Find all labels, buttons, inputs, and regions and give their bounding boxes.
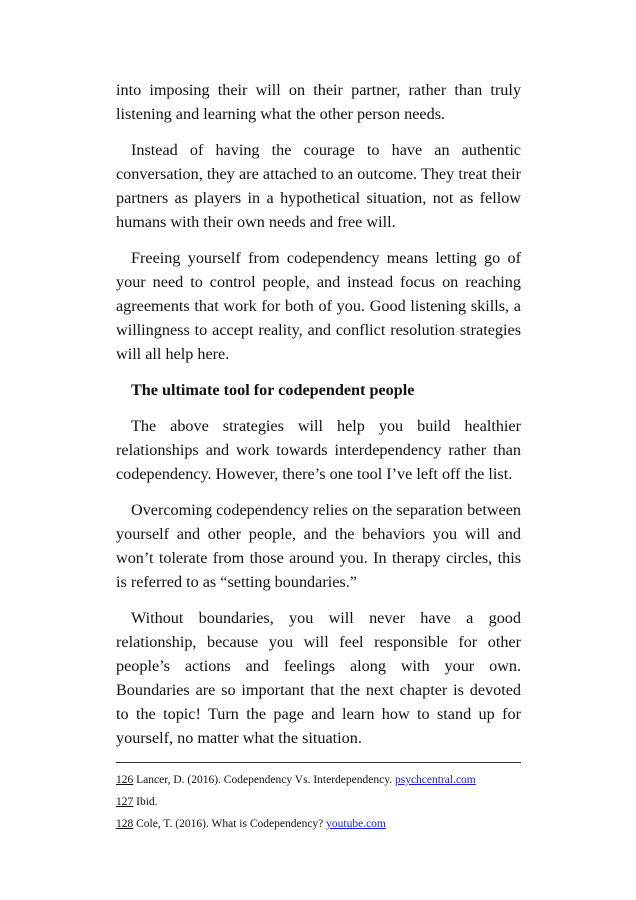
footnote-divider [116,762,521,763]
footnote-link[interactable]: youtube.com [326,818,386,830]
footnote-number[interactable]: 126 [116,774,134,786]
footnote [116,795,521,809]
body-paragraph: The above strategies will help you build healthier relationships and work towards interdependency rather than codependency. However, there’s one tool I’ve left off the list. [116,417,521,483]
footnote-number[interactable]: 127 [116,796,134,808]
footnotes-section [116,773,521,831]
footnote [116,773,521,787]
footnote-text: Lancer, D. (2016). Codependency Vs. Interdependency. [133,774,395,786]
body-paragraph: Instead of having the courage to have an authentic conversation, they are attached to an outcome. They treat their partners as players in a hypothetical situation, not as fellow humans with their own needs and free will. [116,141,521,231]
body-paragraph: Freeing yourself from codependency means letting go of your need to control people, and instead focus on reaching agreements that work for both of you. Good listening skills, a willingness to accept reality, and conflict resolution strategies will all help here. [116,249,521,363]
footnote [116,817,521,831]
book-page [116,78,521,839]
footnote-link[interactable]: psychcentral.com [394,774,476,786]
footnote-text: Cole, T. (2016). What is Codependency? [133,818,327,830]
body-paragraph: Without boundaries, you will never have a good relationship, because you will feel responsible for other people’s actions and feelings along with your own. Boundaries are so important that the next chapter is devoted to the topic! Turn the page and learn how to stand up for yourself, no matter what the situation. [116,609,521,747]
body-paragraph: Overcoming codependency relies on the separation between yourself and other people, and the behaviors you will and won’t tolerate from those around you. In therapy circles, this is referred to as “setting boundaries.” [116,501,521,591]
footnote-number[interactable]: 128 [116,818,134,830]
footnote-text: Ibid. [133,796,158,808]
section-heading: The ultimate tool for codependent people [131,381,415,399]
body-paragraph: into imposing their will on their partner, rather than truly listening and learning what the other person needs. [116,81,521,123]
